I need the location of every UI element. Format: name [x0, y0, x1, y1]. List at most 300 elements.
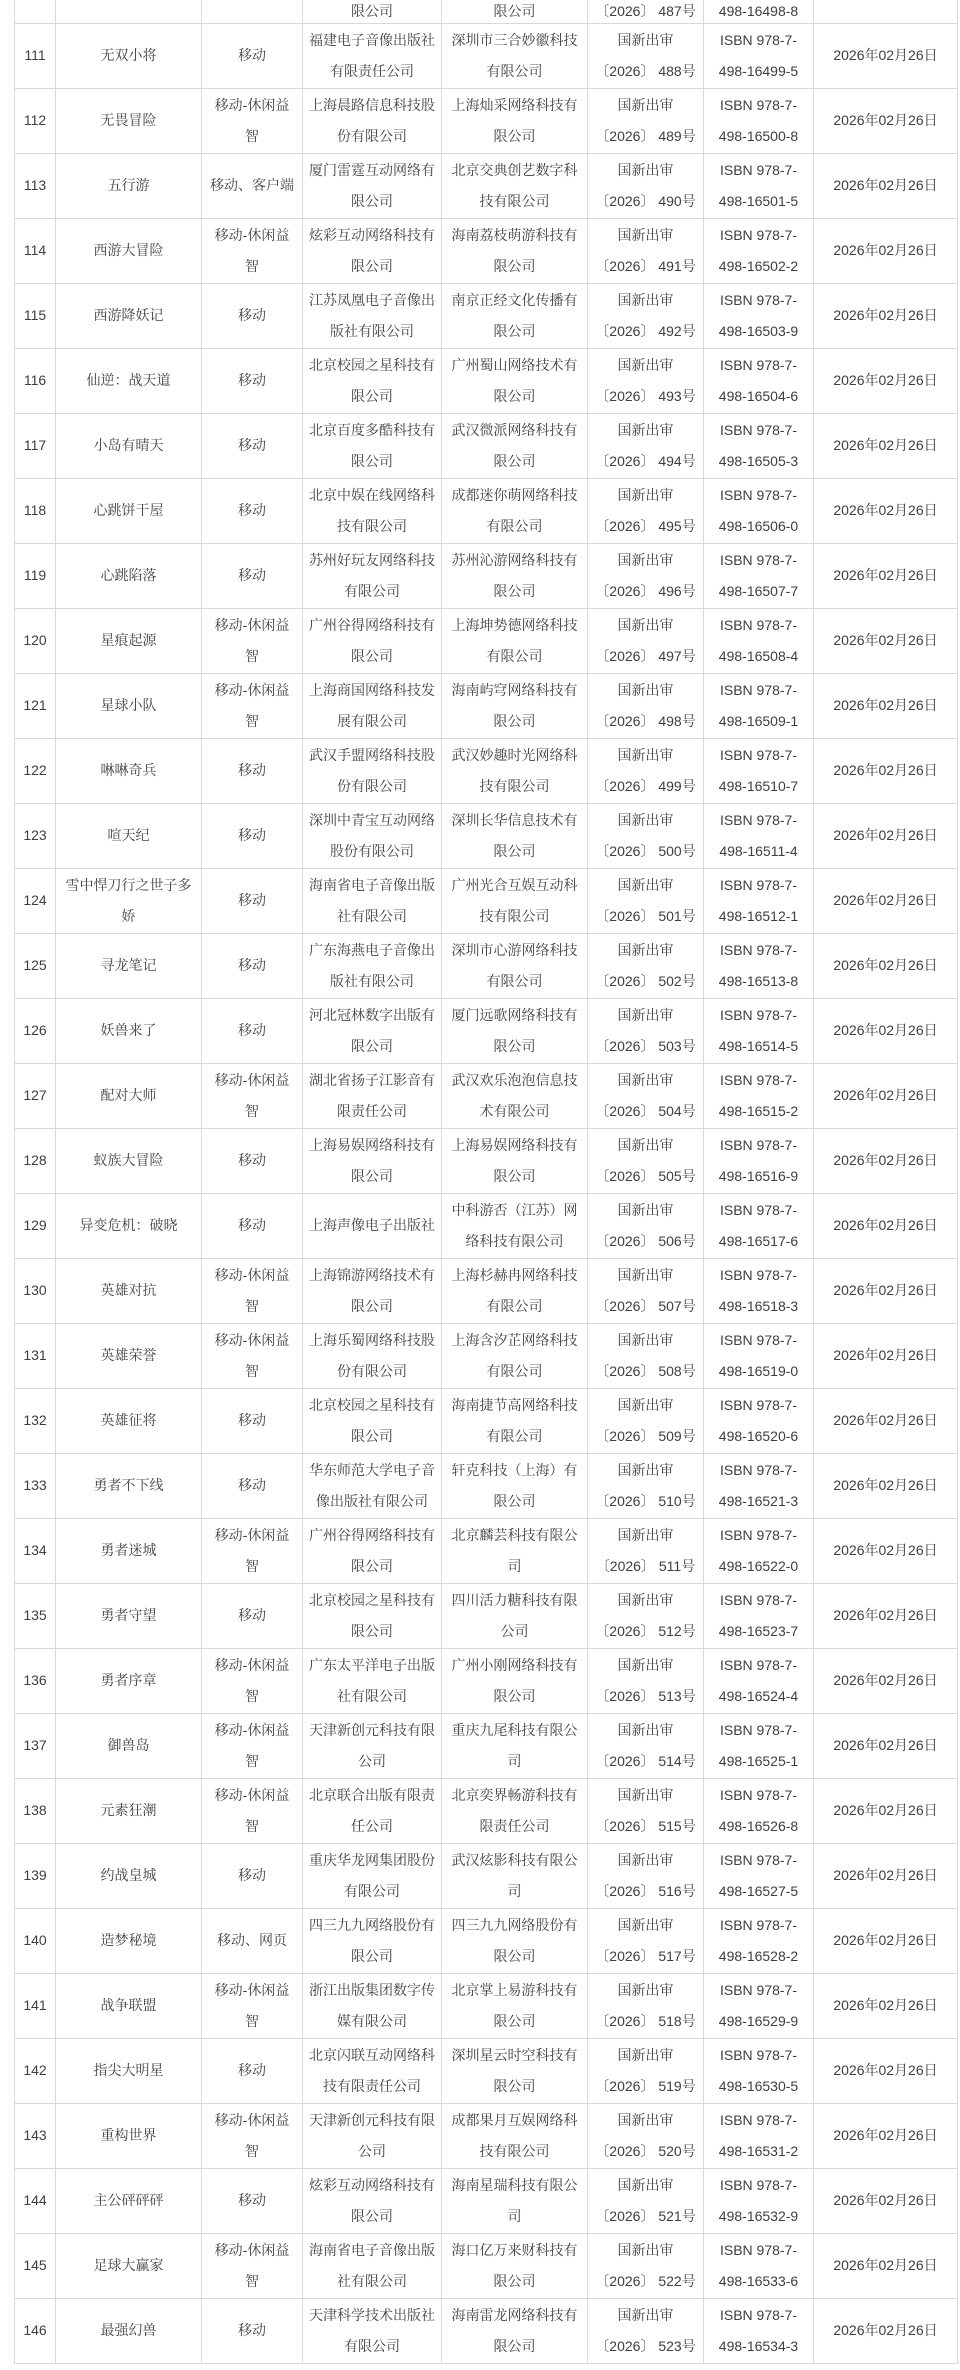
cell-publisher: 天津新创元科技有限公司 — [303, 2103, 442, 2168]
cell-platform: 移动 — [202, 1388, 303, 1453]
isbn-number-line: 498-16508-4 — [718, 647, 799, 664]
cell-approval-number — [588, 1453, 704, 1518]
cell-publisher: 上海晨路信息科技股份有限公司 — [303, 88, 442, 153]
cell-game-name: 战争联盟 — [56, 1973, 202, 2038]
approval-number-line: 〔2026〕 516号 — [595, 1882, 696, 1899]
cell-game-name: 英雄征将 — [56, 1388, 202, 1453]
approval-org-line: 国新出审 — [617, 2046, 674, 2063]
table-row — [15, 1778, 958, 1843]
isbn-number-line: 498-16533-6 — [718, 2272, 799, 2289]
cell-approval-date: 2026年02月26日 — [814, 1648, 958, 1713]
table-row — [15, 88, 958, 153]
approval-number-line: 〔2026〕 496号 — [595, 582, 696, 599]
cell-game-name: 西游大冒险 — [56, 218, 202, 283]
cell-operator: 上海易娱网络科技有限公司 — [442, 1128, 588, 1193]
cell-publisher: 北京百度多酷科技有限公司 — [303, 413, 442, 478]
approval-number-line: 〔2026〕 505号 — [595, 1167, 696, 1184]
isbn-prefix-line: ISBN 978-7- — [719, 616, 798, 633]
cell-publisher: 北京校园之星科技有限公司 — [303, 1388, 442, 1453]
cell-publisher: 河北冠林数字出版有限公司 — [303, 998, 442, 1063]
isbn-number-line: 498-16505-3 — [718, 452, 799, 469]
isbn-number-line: 498-16518-3 — [718, 1297, 799, 1314]
cell-platform: 移动 — [202, 738, 303, 803]
cell-index: 136 — [15, 1648, 56, 1713]
cell-platform: 移动 — [202, 543, 303, 608]
cell-index: 132 — [15, 1388, 56, 1453]
cell-isbn — [704, 608, 814, 673]
cell-publisher: 深圳中青宝互动网络股份有限公司 — [303, 803, 442, 868]
cell-publisher: 江苏凤凰电子音像出版社有限公司 — [303, 283, 442, 348]
cell-platform: 移动 — [202, 1193, 303, 1258]
cell-game-name: 重构世界 — [56, 2103, 202, 2168]
table-row — [15, 2103, 958, 2168]
approval-org-line: 国新出审 — [617, 226, 674, 243]
cell-isbn — [704, 673, 814, 738]
cell-isbn — [704, 2233, 814, 2298]
cell-publisher: 苏州好玩友网络科技有限公司 — [303, 543, 442, 608]
approval-number-line: 〔2026〕 506号 — [595, 1232, 696, 1249]
cell-isbn — [704, 1323, 814, 1388]
cell-approval-date: 2026年02月26日 — [814, 153, 958, 218]
isbn-number-line: 498-16499-5 — [718, 62, 799, 79]
cell-isbn — [704, 478, 814, 543]
cell-platform: 移动 — [202, 1128, 303, 1193]
cell-operator: 海南星瑞科技有限公司 — [442, 2168, 588, 2233]
cell-index: 123 — [15, 803, 56, 868]
approval-org-line: 国新出审 — [617, 681, 674, 698]
approval-number-line: 〔2026〕 493号 — [595, 387, 696, 404]
cell-index: 115 — [15, 283, 56, 348]
cell-isbn — [704, 1453, 814, 1518]
isbn-number-line: 498-16509-1 — [718, 712, 799, 729]
cell-approval-number — [588, 1973, 704, 2038]
cell-publisher: 广州谷得网络科技有限公司 — [303, 1518, 442, 1583]
approval-number-line: 〔2026〕 489号 — [595, 127, 696, 144]
table-row — [15, 153, 958, 218]
cell-platform: 移动 — [202, 2298, 303, 2363]
approval-number-line: 〔2026〕 512号 — [595, 1622, 696, 1639]
approval-org-line: 国新出审 — [617, 2241, 674, 2258]
isbn-prefix-line: ISBN 978-7- — [719, 1266, 798, 1283]
cell-operator: 四三九九网络股份有限公司 — [442, 1908, 588, 1973]
cell-game-name: 蚁族大冒险 — [56, 1128, 202, 1193]
isbn-number-line: 498-16504-6 — [718, 387, 799, 404]
isbn-prefix-line: ISBN 978-7- — [719, 2241, 798, 2258]
cell-approval-date: 2026年02月26日 — [814, 2233, 958, 2298]
cell-publisher: 北京闪联互动网络科技有限责任公司 — [303, 2038, 442, 2103]
cell-operator: 广州小刚网络科技有限公司 — [442, 1648, 588, 1713]
isbn-prefix-line: ISBN 978-7- — [719, 2111, 798, 2128]
cell-game-name: 英雄荣誉 — [56, 1323, 202, 1388]
cell-isbn — [704, 1583, 814, 1648]
table-row — [15, 998, 958, 1063]
cell-approval-number: 〔2026〕 487号 — [588, 0, 704, 23]
cell-operator: 武汉欢乐泡泡信息技术有限公司 — [442, 1063, 588, 1128]
isbn-number-line: 498-16523-7 — [718, 1622, 799, 1639]
cell-publisher: 上海商国网络科技发展有限公司 — [303, 673, 442, 738]
cell-index: 127 — [15, 1063, 56, 1128]
cell-isbn — [704, 2168, 814, 2233]
cell-operator: 海南捷节高网络科技有限公司 — [442, 1388, 588, 1453]
cell-isbn — [704, 933, 814, 998]
cell-publisher: 北京中娱在线网络科技有限公司 — [303, 478, 442, 543]
cell-index: 139 — [15, 1843, 56, 1908]
cell-approval-date: 2026年02月26日 — [814, 23, 958, 88]
cell-approval-number — [588, 1388, 704, 1453]
approval-org-line: 国新出审 — [617, 811, 674, 828]
cell-approval-date: 2026年02月26日 — [814, 1453, 958, 1518]
cell-index: 125 — [15, 933, 56, 998]
approval-org-line: 国新出审 — [617, 746, 674, 763]
approval-number-line: 〔2026〕 519号 — [595, 2077, 696, 2094]
cell-platform: 移动 — [202, 2168, 303, 2233]
cell-publisher: 重庆华龙网集团股份有限公司 — [303, 1843, 442, 1908]
cell-publisher: 广东太平洋电子出版社有限公司 — [303, 1648, 442, 1713]
approval-number-line: 〔2026〕 508号 — [595, 1362, 696, 1379]
cell-operator: 轩克科技（上海）有限公司 — [442, 1453, 588, 1518]
approval-org-line: 国新出审 — [617, 616, 674, 633]
cell-isbn — [704, 868, 814, 933]
table-row — [15, 738, 958, 803]
cell-approval-date: 2026年02月26日 — [814, 998, 958, 1063]
approval-org-line: 国新出审 — [617, 96, 674, 113]
approval-org-line: 国新出审 — [617, 356, 674, 373]
cell-approval-date: 2026年02月26日 — [814, 2298, 958, 2363]
cell-platform: 移动 — [202, 478, 303, 543]
cell-approval-date: 2026年02月26日 — [814, 673, 958, 738]
cell-game-name: 指尖大明星 — [56, 2038, 202, 2103]
approval-org-line: 国新出审 — [617, 1851, 674, 1868]
cell-game-name: 勇者迷城 — [56, 1518, 202, 1583]
approval-org-line: 国新出审 — [617, 1331, 674, 1348]
approval-number-line: 〔2026〕 522号 — [595, 2272, 696, 2289]
isbn-prefix-line: ISBN 978-7- — [719, 746, 798, 763]
isbn-prefix-line: ISBN 978-7- — [719, 1786, 798, 1803]
approval-org-line: 国新出审 — [617, 1071, 674, 1088]
cell-approval-date: 2026年02月26日 — [814, 413, 958, 478]
isbn-prefix-line: ISBN 978-7- — [719, 96, 798, 113]
approval-org-line: 国新出审 — [617, 1656, 674, 1673]
cell-operator: 上海含汐芷网络科技有限公司 — [442, 1323, 588, 1388]
isbn-prefix-line: ISBN 978-7- — [719, 486, 798, 503]
cell-approval-number — [588, 738, 704, 803]
cell-operator: 北京奕界畅游科技有限责任公司 — [442, 1778, 588, 1843]
cell-isbn — [704, 1713, 814, 1778]
cell-isbn — [704, 348, 814, 413]
approval-number-line: 〔2026〕 501号 — [595, 907, 696, 924]
cell-approval-date: 2026年02月26日 — [814, 2103, 958, 2168]
isbn-prefix-line: ISBN 978-7- — [719, 1461, 798, 1478]
table-row-partial — [15, 0, 958, 23]
cell-approval-number — [588, 478, 704, 543]
cell-operator: 广州光合互娱互动科技有限公司 — [442, 868, 588, 933]
cell-operator: 苏州沁游网络科技有限公司 — [442, 543, 588, 608]
cell-game-name: 心跳饼干屋 — [56, 478, 202, 543]
cell-approval-number — [588, 1518, 704, 1583]
cell-publisher: 上海乐蜀网络科技股份有限公司 — [303, 1323, 442, 1388]
cell-isbn — [704, 23, 814, 88]
isbn-number-line: 498-16513-8 — [718, 972, 799, 989]
approval-number-line: 〔2026〕 504号 — [595, 1102, 696, 1119]
cell-approval-date: 2026年02月26日 — [814, 738, 958, 803]
cell-approval-date: 2026年02月26日 — [814, 2168, 958, 2233]
cell-game-name: 喧天纪 — [56, 803, 202, 868]
cell-publisher: 四三九九网络股份有限公司 — [303, 1908, 442, 1973]
approval-org-line: 国新出审 — [617, 486, 674, 503]
approval-org-line: 国新出审 — [617, 1136, 674, 1153]
approval-number-line: 〔2026〕 500号 — [595, 842, 696, 859]
approval-org-line: 国新出审 — [617, 2111, 674, 2128]
cell-game-name — [56, 0, 202, 23]
cell-publisher: 海南省电子音像出版社有限公司 — [303, 2233, 442, 2298]
approval-number-line: 〔2026〕 509号 — [595, 1427, 696, 1444]
table-row — [15, 1518, 958, 1583]
cell-approval-date: 2026年02月26日 — [814, 218, 958, 283]
cell-index: 140 — [15, 1908, 56, 1973]
cell-approval-number — [588, 673, 704, 738]
cell-platform: 移动 — [202, 283, 303, 348]
game-approval-table — [14, 0, 958, 2364]
cell-operator: 厦门远歌网络科技有限公司 — [442, 998, 588, 1063]
cell-operator: 上海杉赫冉网络科技有限公司 — [442, 1258, 588, 1323]
cell-platform: 移动-休闲益智 — [202, 1713, 303, 1778]
table-row — [15, 673, 958, 738]
cell-operator: 深圳星云时空科技有限公司 — [442, 2038, 588, 2103]
cell-index: 137 — [15, 1713, 56, 1778]
isbn-number-line: 498-16534-3 — [718, 2337, 799, 2354]
cell-game-name: 足球大赢家 — [56, 2233, 202, 2298]
approval-org-line: 国新出审 — [617, 1201, 674, 1218]
table-row — [15, 348, 958, 413]
approval-org-line: 国新出审 — [617, 421, 674, 438]
cell-publisher: 福建电子音像出版社有限责任公司 — [303, 23, 442, 88]
cell-publisher: 天津新创元科技有限公司 — [303, 1713, 442, 1778]
cell-approval-date: 2026年02月26日 — [814, 1258, 958, 1323]
isbn-prefix-line: ISBN 978-7- — [719, 291, 798, 308]
cell-approval-number — [588, 23, 704, 88]
isbn-number-line: 498-16527-5 — [718, 1882, 799, 1899]
approval-org-line: 国新出审 — [617, 941, 674, 958]
cell-isbn — [704, 1648, 814, 1713]
cell-operator: 深圳长华信息技术有限公司 — [442, 803, 588, 868]
cell-index: 113 — [15, 153, 56, 218]
cell-isbn — [704, 738, 814, 803]
isbn-prefix-line: ISBN 978-7- — [719, 941, 798, 958]
cell-approval-number — [588, 1583, 704, 1648]
cell-publisher: 浙江出版集团数字传媒有限公司 — [303, 1973, 442, 2038]
cell-isbn — [704, 2103, 814, 2168]
table-row — [15, 2168, 958, 2233]
cell-game-name: 心跳陷落 — [56, 543, 202, 608]
cell-index: 141 — [15, 1973, 56, 2038]
approval-org-line: 国新出审 — [617, 1786, 674, 1803]
cell-index: 134 — [15, 1518, 56, 1583]
cell-publisher: 武汉手盟网络科技股份有限公司 — [303, 738, 442, 803]
cell-approval-number — [588, 88, 704, 153]
cell-index: 131 — [15, 1323, 56, 1388]
approval-org-line: 国新出审 — [617, 1006, 674, 1023]
isbn-number-line: 498-16528-2 — [718, 1947, 799, 1964]
cell-platform: 移动-休闲益智 — [202, 2103, 303, 2168]
table-body — [15, 0, 958, 2363]
cell-isbn — [704, 1518, 814, 1583]
cell-approval-number — [588, 803, 704, 868]
cell-operator: 上海坤势德网络科技有限公司 — [442, 608, 588, 673]
isbn-prefix-line: ISBN 978-7- — [719, 1201, 798, 1218]
approval-org-line: 国新出审 — [617, 31, 674, 48]
cell-operator: 海口亿万来财科技有限公司 — [442, 2233, 588, 2298]
cell-isbn — [704, 1843, 814, 1908]
cell-approval-number — [588, 1323, 704, 1388]
cell-platform: 移动-休闲益智 — [202, 1063, 303, 1128]
cell-operator: 北京交典创艺数字科技有限公司 — [442, 153, 588, 218]
cell-approval-date: 2026年02月26日 — [814, 478, 958, 543]
cell-index: 112 — [15, 88, 56, 153]
isbn-number-line: 498-16515-2 — [718, 1102, 799, 1119]
approval-org-line: 国新出审 — [617, 161, 674, 178]
cell-operator: 海南荔枝萌游科技有限公司 — [442, 218, 588, 283]
isbn-prefix-line: ISBN 978-7- — [719, 1916, 798, 1933]
cell-platform: 移动 — [202, 413, 303, 478]
cell-game-name: 御兽岛 — [56, 1713, 202, 1778]
cell-platform: 移动-休闲益智 — [202, 218, 303, 283]
cell-platform: 移动 — [202, 868, 303, 933]
approval-number-line: 〔2026〕 507号 — [595, 1297, 696, 1314]
cell-approval-number — [588, 1648, 704, 1713]
isbn-number-line: 498-16517-6 — [718, 1232, 799, 1249]
approval-number-line: 〔2026〕 490号 — [595, 192, 696, 209]
isbn-prefix-line: ISBN 978-7- — [719, 1526, 798, 1543]
table-row — [15, 2233, 958, 2298]
cell-approval-number — [588, 608, 704, 673]
cell-publisher: 北京联合出版有限责任公司 — [303, 1778, 442, 1843]
cell-game-name: 最强幻兽 — [56, 2298, 202, 2363]
cell-approval-date: 2026年02月26日 — [814, 1583, 958, 1648]
cell-approval-number — [588, 1713, 704, 1778]
cell-game-name: 啉啉奇兵 — [56, 738, 202, 803]
cell-isbn — [704, 543, 814, 608]
cell-approval-date: 2026年02月26日 — [814, 1323, 958, 1388]
cell-isbn — [704, 1908, 814, 1973]
cell-isbn — [704, 1063, 814, 1128]
cell-index: 128 — [15, 1128, 56, 1193]
cell-platform: 移动-休闲益智 — [202, 1323, 303, 1388]
approval-org-line: 国新出审 — [617, 1916, 674, 1933]
cell-publisher: 北京校园之星科技有限公司 — [303, 348, 442, 413]
cell-platform: 移动-休闲益智 — [202, 1648, 303, 1713]
cell-approval-date: 2026年02月26日 — [814, 1908, 958, 1973]
cell-approval-date: 2026年02月26日 — [814, 868, 958, 933]
cell-index: 120 — [15, 608, 56, 673]
cell-platform: 移动 — [202, 23, 303, 88]
cell-isbn: 498-16498-8 — [704, 0, 814, 23]
cell-approval-date: 2026年02月26日 — [814, 1128, 958, 1193]
table-row — [15, 2038, 958, 2103]
approval-org-line: 国新出审 — [617, 1591, 674, 1608]
cell-platform: 移动 — [202, 998, 303, 1063]
approval-number-line: 〔2026〕 517号 — [595, 1947, 696, 1964]
cell-index: 116 — [15, 348, 56, 413]
cell-approval-number — [588, 153, 704, 218]
table-row — [15, 1908, 958, 1973]
cell-game-name: 勇者不下线 — [56, 1453, 202, 1518]
cell-isbn — [704, 2298, 814, 2363]
table-row — [15, 2298, 958, 2363]
cell-publisher: 炫彩互动网络科技有限公司 — [303, 218, 442, 283]
cell-operator: 北京掌上易游科技有限公司 — [442, 1973, 588, 2038]
cell-approval-number — [588, 543, 704, 608]
cell-approval-number — [588, 1063, 704, 1128]
isbn-prefix-line: ISBN 978-7- — [719, 226, 798, 243]
cell-operator: 南京正经文化传播有限公司 — [442, 283, 588, 348]
table-row — [15, 803, 958, 868]
cell-approval-date: 2026年02月26日 — [814, 1063, 958, 1128]
isbn-number-line: 498-16501-5 — [718, 192, 799, 209]
isbn-number-line: 498-16512-1 — [718, 907, 799, 924]
isbn-number-line: 498-16524-4 — [718, 1687, 799, 1704]
approval-org-line: 国新出审 — [617, 1266, 674, 1283]
cell-operator: 海南雷龙网络科技有限公司 — [442, 2298, 588, 2363]
isbn-number-line: 498-16511-4 — [719, 842, 798, 859]
cell-game-name: 配对大师 — [56, 1063, 202, 1128]
cell-game-name: 英雄对抗 — [56, 1258, 202, 1323]
cell-approval-number — [588, 2103, 704, 2168]
cell-isbn — [704, 218, 814, 283]
isbn-prefix-line: ISBN 978-7- — [719, 2046, 798, 2063]
table-row — [15, 218, 958, 283]
table-row — [15, 23, 958, 88]
cell-index: 146 — [15, 2298, 56, 2363]
cell-index: 135 — [15, 1583, 56, 1648]
cell-publisher: 广东海燕电子音像出版社有限公司 — [303, 933, 442, 998]
cell-approval-number — [588, 2233, 704, 2298]
approval-org-line: 国新出审 — [617, 1396, 674, 1413]
cell-platform: 移动 — [202, 1583, 303, 1648]
cell-approval-number — [588, 348, 704, 413]
cell-publisher: 海南省电子音像出版社有限公司 — [303, 868, 442, 933]
cell-publisher: 广州谷得网络科技有限公司 — [303, 608, 442, 673]
isbn-number-line: 498-16506-0 — [718, 517, 799, 534]
table-row — [15, 1193, 958, 1258]
cell-index: 124 — [15, 868, 56, 933]
cell-approval-number — [588, 1778, 704, 1843]
approval-org-line: 国新出审 — [617, 1461, 674, 1478]
approval-number-line: 〔2026〕 515号 — [595, 1817, 696, 1834]
table-row — [15, 1648, 958, 1713]
cell-operator: 武汉炫影科技有限公司 — [442, 1843, 588, 1908]
isbn-prefix-line: ISBN 978-7- — [719, 1851, 798, 1868]
isbn-number-line: 498-16521-3 — [718, 1492, 799, 1509]
cell-publisher: 湖北省扬子江影音有限责任公司 — [303, 1063, 442, 1128]
cell-index: 119 — [15, 543, 56, 608]
cell-index: 111 — [15, 23, 56, 88]
cell-index: 130 — [15, 1258, 56, 1323]
cell-operator: 武汉微派网络科技有限公司 — [442, 413, 588, 478]
cell-isbn — [704, 88, 814, 153]
cell-publisher: 限公司 — [303, 0, 442, 23]
cell-game-name: 妖兽来了 — [56, 998, 202, 1063]
cell-index: 121 — [15, 673, 56, 738]
isbn-prefix-line: ISBN 978-7- — [719, 421, 798, 438]
cell-publisher: 上海易娱网络科技有限公司 — [303, 1128, 442, 1193]
cell-game-name: 星球小队 — [56, 673, 202, 738]
cell-operator: 北京麟芸科技有限公司 — [442, 1518, 588, 1583]
cell-game-name: 勇者守望 — [56, 1583, 202, 1648]
table-row — [15, 543, 958, 608]
cell-game-name: 寻龙笔记 — [56, 933, 202, 998]
table-row — [15, 478, 958, 543]
cell-approval-number — [588, 1193, 704, 1258]
